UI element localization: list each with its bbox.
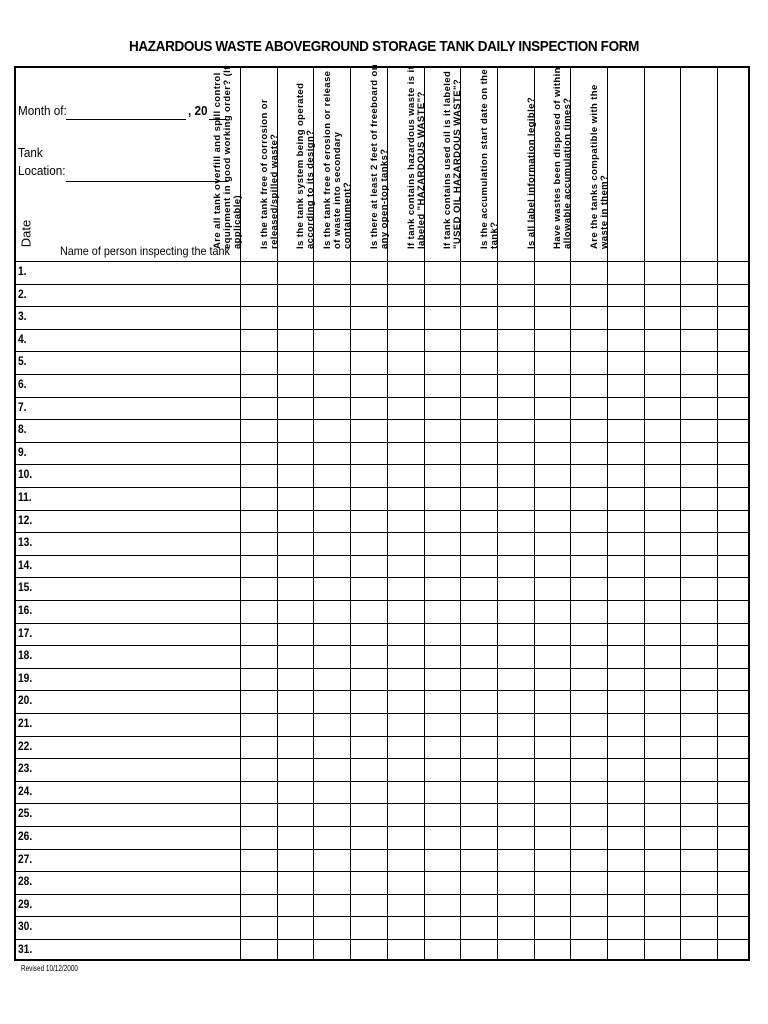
row-day-label: 28.: [18, 874, 33, 889]
row-divider: [16, 871, 748, 872]
row-day-label: 19.: [18, 670, 33, 685]
row-day-label: 23.: [18, 761, 33, 776]
question-text: Is the tank free of erosion or release of waste into secondary containment?: [322, 70, 354, 249]
row-day-label: 1.: [18, 264, 27, 278]
row-day-label: 30.: [18, 919, 33, 934]
row-divider: [16, 826, 748, 827]
row-divider: [16, 532, 748, 533]
row-divider: [16, 781, 748, 782]
row-divider: [16, 600, 748, 601]
row-day-label: 17.: [18, 625, 33, 640]
row-day-label: 2.: [18, 286, 27, 301]
month-label: Month of:: [18, 103, 67, 118]
row-divider: [16, 645, 748, 646]
row-day-label: 27.: [18, 851, 33, 866]
row-divider: [16, 306, 748, 307]
row-day-label: 31.: [18, 942, 33, 956]
question-text: Are the tanks compatible with the waste in them?: [589, 84, 610, 249]
question-text: Is all label information legible?: [525, 96, 537, 249]
row-divider: [16, 464, 748, 465]
row-day-label: 15.: [18, 580, 33, 595]
row-day-label: 5.: [18, 354, 27, 369]
header-divider: [16, 261, 748, 262]
row-divider: [16, 849, 748, 850]
question-text: Is the accumulation start date on the tank?: [478, 68, 500, 249]
row-day-label: 13.: [18, 535, 33, 550]
row-divider: [16, 419, 748, 420]
question-text: Is the tank system being operated according to its design?: [295, 82, 317, 249]
row-divider: [16, 668, 748, 669]
inspector-name-label: Name of person inspecting the tank: [60, 244, 230, 258]
row-divider: [16, 736, 748, 737]
row-divider: [16, 510, 748, 511]
question-header-12: [645, 68, 682, 261]
row-divider: [16, 442, 748, 443]
row-divider: [16, 803, 748, 804]
row-day-label: 21.: [18, 716, 33, 730]
row-day-label: 6.: [18, 377, 27, 391]
row-day-label: 24.: [18, 783, 33, 798]
month-field[interactable]: [66, 119, 186, 120]
row-day-label: 12.: [18, 512, 33, 527]
row-divider: [16, 894, 748, 895]
row-day-label: 7.: [18, 399, 27, 414]
question-text: Is there at least 2 feet of freeboard on any open-top tanks?: [368, 64, 390, 249]
row-divider: [16, 758, 748, 759]
question-text: If tank contains used oil is it labeled "USED OIL HAZARDOUS WASTE"?: [442, 70, 464, 249]
question-text: If tank contains hazardous waste is it labeled "HAZARDOUS WASTE"?: [405, 65, 427, 249]
row-divider: [16, 916, 748, 917]
inspection-form: [14, 66, 750, 961]
row-day-label: 16.: [18, 603, 33, 617]
question-text: Are all tank overfill and spill control equipment in good working order? (If applicable): [212, 66, 243, 249]
question-text: Is the tank free of corrosion or released/spilled waste?: [258, 98, 280, 249]
row-day-label: 20.: [18, 693, 33, 708]
form-header: [16, 68, 240, 261]
row-day-label: 10.: [18, 467, 33, 482]
question-header-13: [681, 68, 718, 261]
tank-location-field[interactable]: [66, 181, 228, 182]
row-divider: [16, 351, 748, 352]
form-title: HAZARDOUS WASTE ABOVEGROUND STORAGE TANK DAILY INSPECTION FORM: [129, 38, 639, 55]
row-day-label: 18.: [18, 648, 33, 663]
tank-location-label: Tank Location:: [18, 145, 66, 178]
row-divider: [16, 487, 748, 488]
row-day-label: 9.: [18, 444, 27, 459]
row-divider: [16, 623, 748, 624]
row-divider: [16, 690, 748, 691]
row-day-label: 3.: [18, 309, 27, 324]
row-day-label: 25.: [18, 806, 33, 821]
row-divider: [16, 577, 748, 578]
row-divider: [16, 397, 748, 398]
row-divider: [16, 713, 748, 714]
revised-date: Revised 10/12/2000: [21, 964, 78, 973]
row-divider: [16, 284, 748, 285]
row-day-label: 4.: [18, 331, 27, 346]
question-header-11: [589, 68, 645, 261]
row-day-label: 14.: [18, 557, 33, 572]
year-label: , 20: [188, 103, 208, 118]
row-divider: [16, 555, 748, 556]
row-day-label: 8.: [18, 422, 27, 437]
date-column-label: Date: [18, 219, 34, 248]
row-day-label: 26.: [18, 829, 33, 843]
row-day-label: 29.: [18, 896, 33, 911]
row-divider: [16, 374, 748, 375]
row-divider: [16, 329, 748, 330]
row-divider: [16, 939, 748, 940]
question-text: Have wastes been disposed of within allowable accumulation times?: [552, 67, 574, 249]
question-header-14: [718, 68, 755, 261]
row-day-label: 11.: [18, 490, 32, 504]
row-day-label: 22.: [18, 738, 33, 753]
